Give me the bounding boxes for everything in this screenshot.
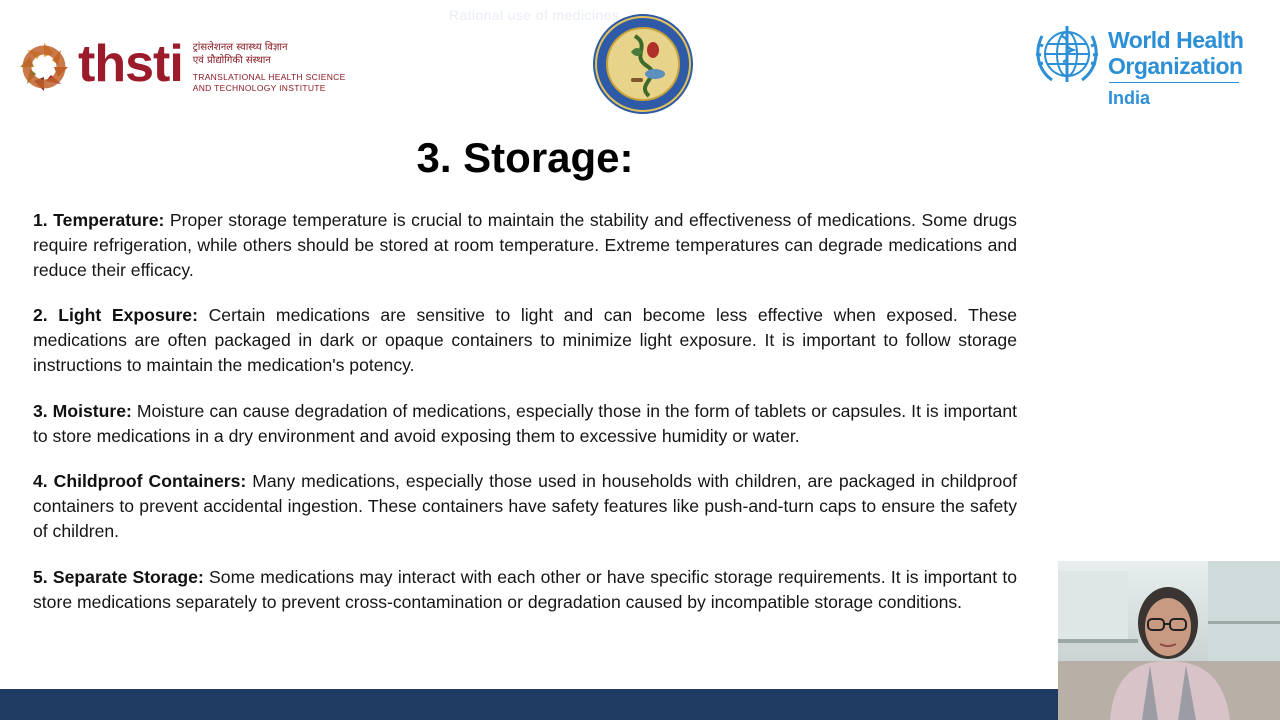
thsti-english-line-1: TRANSLATIONAL HEALTH SCIENCE bbox=[192, 71, 346, 82]
storage-points-list bbox=[33, 208, 1017, 635]
who-country: India bbox=[1108, 88, 1151, 108]
pharmacy-council-seal bbox=[591, 12, 695, 116]
list-item bbox=[33, 208, 1017, 282]
list-item bbox=[33, 399, 1017, 449]
footer-title: Rational use of medicines bbox=[448, 7, 620, 23]
list-item bbox=[33, 565, 1017, 615]
item-text: Certain medications are sensitive to light and can become less effective when exposed. These medications are often packaged in dark or opaque containers to minimize light exposure. It is important to follow storage instructions to maintain the medication's potency. bbox=[33, 305, 1017, 375]
who-india-logo bbox=[1030, 22, 1245, 112]
item-label: 3. Moisture: bbox=[33, 400, 132, 421]
thsti-english-line-2: AND TECHNOLOGY INSTITUTE bbox=[192, 82, 326, 93]
thsti-logo bbox=[18, 36, 348, 98]
thsti-ring-icon bbox=[18, 41, 70, 93]
item-text: Many medications, especially those used in households with children, are packaged in childproof containers to prevent accidental ingestion. These containers have safety features like push-and-turn caps to ensure the safety of children. bbox=[33, 471, 1017, 541]
pci-seal-icon bbox=[591, 12, 695, 116]
footer-bar bbox=[0, 689, 1058, 720]
item-label: 5. Separate Storage: bbox=[33, 566, 204, 587]
who-emblem-icon bbox=[1030, 22, 1104, 88]
item-label: 2. Light Exposure: bbox=[33, 305, 198, 326]
list-item bbox=[33, 469, 1017, 543]
thsti-hindi-line-1: ट्रांसलेशनल स्वास्थ्य विज्ञान bbox=[192, 41, 288, 53]
item-label: 4. Childproof Containers: bbox=[33, 471, 247, 492]
thsti-institute-name bbox=[193, 41, 346, 94]
thsti-hindi-line-2: एवं प्रौद्योगिकी संस्थान bbox=[192, 54, 271, 66]
presenter-webcam bbox=[1058, 561, 1280, 720]
list-item bbox=[33, 303, 1017, 377]
presenter-video-icon bbox=[1058, 561, 1280, 720]
thsti-wordmark: thsti bbox=[78, 35, 183, 93]
slide-title: 3. Storage: bbox=[416, 134, 634, 181]
item-text: Moisture can cause degradation of medications, especially those in the form of tablets or capsules. It is important to store medications in a dry environment and avoid exposing them to excessive humidity or water. bbox=[33, 400, 1018, 446]
item-text: Some medications may interact with each other or have specific storage requirements. It is important to store medications separately to prevent cross-contamination or degradation caused by incompatible storage conditions. bbox=[33, 566, 1017, 612]
item-text: Proper storage temperature is crucial to maintain the stability and effectiveness of medications. Some drugs require refrigeration, while others should be stored at room temperature. Extreme temperatures can degrade medications and reduce their efficacy. bbox=[33, 210, 1017, 280]
who-divider bbox=[1109, 82, 1239, 83]
who-name-line-2: Organization bbox=[1108, 53, 1243, 79]
item-label: 1. Temperature: bbox=[33, 210, 165, 230]
who-name-line-1: World Health bbox=[1108, 27, 1244, 53]
